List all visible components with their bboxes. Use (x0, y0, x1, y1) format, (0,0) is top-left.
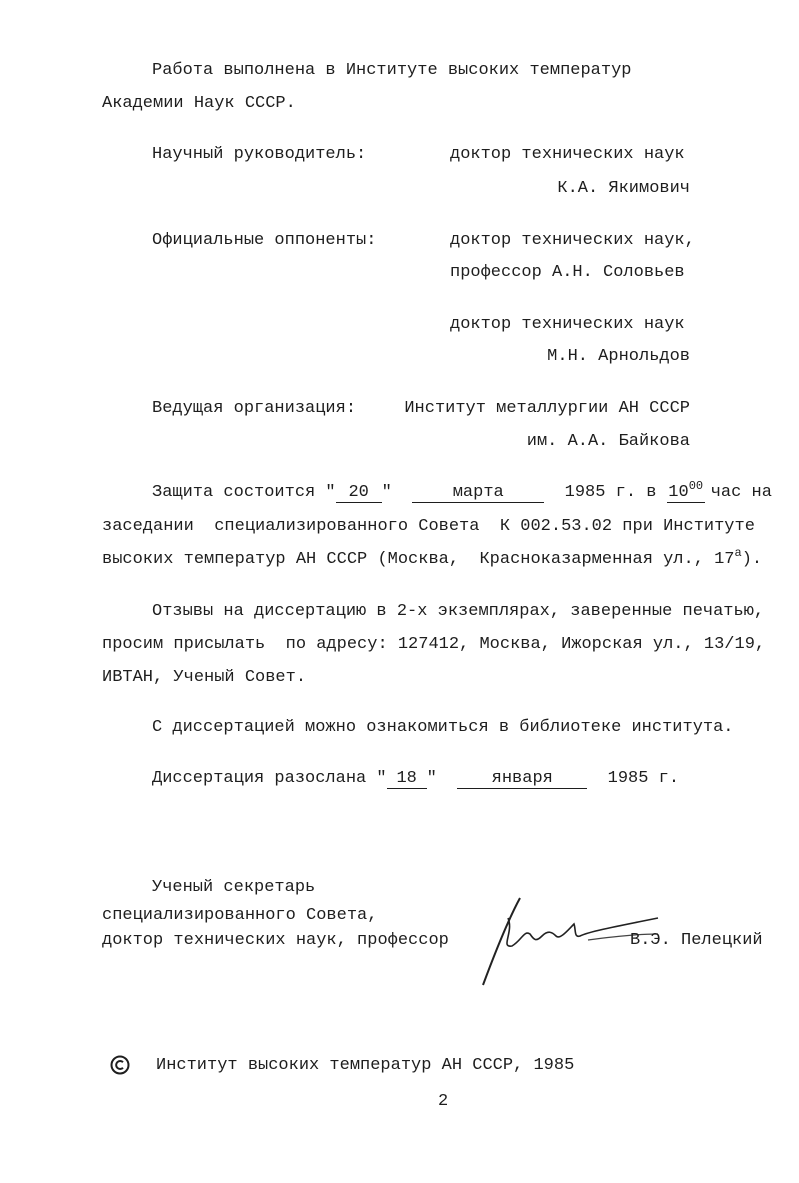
dispatch-day: 18 (387, 770, 427, 789)
copyright-text: Институт высоких температур АН СССР, 1985 (156, 1056, 575, 1075)
defense-address-sup: а (734, 546, 742, 560)
lead-org-label: Ведущая организация: (152, 399, 357, 418)
intro-line-1: Работа выполнена в Институте высоких температур (152, 61, 632, 80)
defense-line-2: заседании специализированного Совета К 002.53.02 при Институте (102, 517, 755, 536)
dispatch-month: января (457, 770, 587, 789)
page-number: 2 (438, 1092, 449, 1111)
secretary-line-2: специализированного Совета, (102, 906, 378, 925)
reviews-line-1: Отзывы на диссертацию в 2-х экземплярах, заверенные печатью, (152, 602, 765, 621)
library-note: С диссертацией можно ознакомиться в библиотеке института. (152, 718, 734, 737)
defense-line-3 (102, 546, 763, 571)
defense-day: 20 (336, 484, 382, 503)
defense-address-end: ). (741, 550, 763, 569)
reviews-line-2: просим присылать по адресу: 127412, Москва, Ижорская ул., 13/19, (102, 635, 766, 654)
opponent-1-degree: доктор технических наук, (450, 231, 695, 250)
opponents-label: Официальные оппоненты: (152, 231, 377, 250)
defense-quote: " (381, 483, 392, 502)
intro-line-2: Академии Наук СССР. (102, 94, 296, 113)
defense-line-1 (152, 479, 772, 504)
supervisor-label: Научный руководитель: (152, 145, 367, 164)
defense-address: высоких температур АН СССР (Москва, Красноказарменная ул., 17 (102, 550, 735, 569)
secretary-line-1: Ученый секретарь (152, 878, 316, 897)
dispatch-line (152, 768, 679, 790)
lead-org-name-2: им. А.А. Байкова (526, 432, 690, 451)
defense-month: марта (412, 484, 544, 503)
defense-hour-value: 10 (668, 483, 689, 502)
defense-hour-sup: 00 (688, 479, 704, 493)
secretary-line-3: доктор технических наук, профессор (102, 931, 449, 950)
dispatch-quote: " (426, 769, 437, 788)
copyright-icon (110, 1055, 130, 1075)
supervisor-degree: доктор технических наук (450, 145, 685, 164)
secretary-name: В.Э. Пелецкий (630, 931, 763, 950)
dispatch-year: 1985 г. (607, 769, 680, 788)
defense-after-hour: час на (710, 483, 772, 502)
opponent-2-name: М.Н. Арнольдов (547, 347, 690, 366)
opponent-2-degree: доктор технических наук (450, 315, 685, 334)
defense-prefix: Защита состоится " (152, 483, 336, 502)
dispatch-prefix: Диссертация разослана " (152, 769, 387, 788)
lead-org-name: Институт металлургии АН СССР (404, 399, 690, 418)
reviews-line-3: ИВТАН, Ученый Совет. (102, 668, 307, 687)
defense-hour (667, 479, 705, 503)
opponent-1-name: профессор А.Н. Соловьев (450, 263, 685, 282)
supervisor-name: К.А. Якимович (557, 179, 690, 198)
defense-year: 1985 г. в (564, 483, 657, 502)
